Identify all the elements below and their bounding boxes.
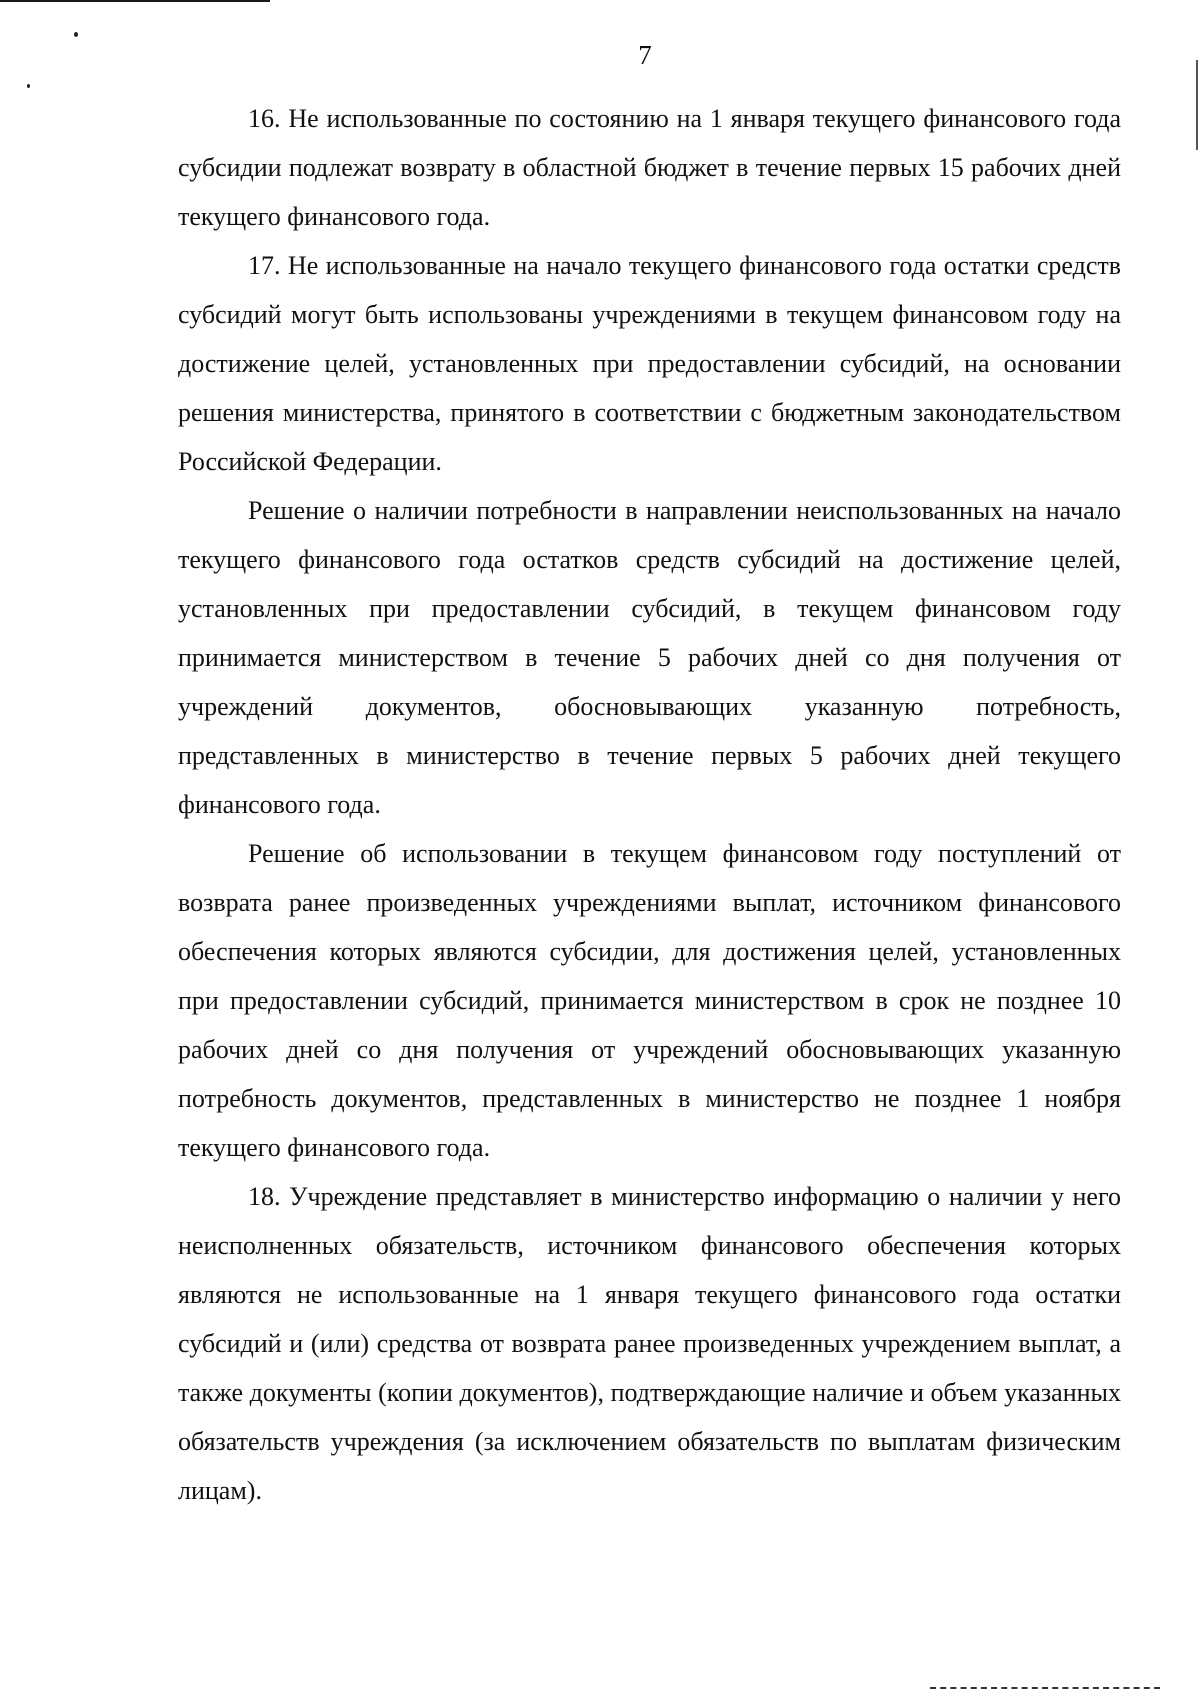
scan-speck — [74, 32, 78, 37]
paragraph-17: 17. Не использованные на начало текущего финансового года остатки средств субсидий могут быть использованы учреждениями в текущем финансовом году на достижение целей, установленных при предоставлении субсидий, на основании решения министерства, принятого в соответствии с бюджетным законодательством Российской Федерации. — [178, 251, 1121, 476]
paragraph-decision-remaining-funds: Решение о наличии потребности в направлении неиспользованных на начало текущего финансового года остатков средств субсидий на достижение целей, установленных при предоставлении субсидий, в текущем финансовом году принимается министерством в течение 5 рабочих дней со дня получения от учреждений документов, обосновывающих указанную потребность, представленных в министерство в течение первых 5 рабочих дней текущего финансового года. — [178, 496, 1121, 819]
scan-edge-line-bottom — [930, 1687, 1160, 1689]
scan-edge-line-right — [1196, 60, 1198, 150]
scan-speck — [27, 84, 30, 88]
paragraph-decision-refund-receipts: Решение об использовании в текущем финансовом году поступлений от возврата ранее произведенных учреждениями выплат, источником финансового обеспечения которых являются субсидии, для достижения целей, установленных при предоставлении субсидий, принимается министерством в срок не позднее 10 рабочих дней со дня получения от учреждений обосновывающих указанную потребность документов, представленных в министерство не позднее 1 ноября текущего финансового года. — [178, 839, 1121, 1162]
document-body — [178, 94, 1121, 1515]
paragraph-18: 18. Учреждение представляет в министерство информацию о наличии у него неисполненных обязательств, источником финансового обеспечения которых являются не использованные на 1 января текущего финансового года остатки субсидий и (или) средства от возврата ранее произведенных учреждением выплат, а также документы (копии документов), подтверждающие наличие и объем указанных обязательств учреждения (за исключением обязательств по выплатам физическим лицам). — [178, 1182, 1121, 1505]
paragraph-16: 16. Не использованные по состоянию на 1 января текущего финансового года субсидии подлежат возврату в областной бюджет в течение первых 15 рабочих дней текущего финансового года. — [178, 104, 1121, 231]
scan-edge-line-top — [0, 0, 270, 2]
page-number: 7 — [638, 40, 652, 70]
